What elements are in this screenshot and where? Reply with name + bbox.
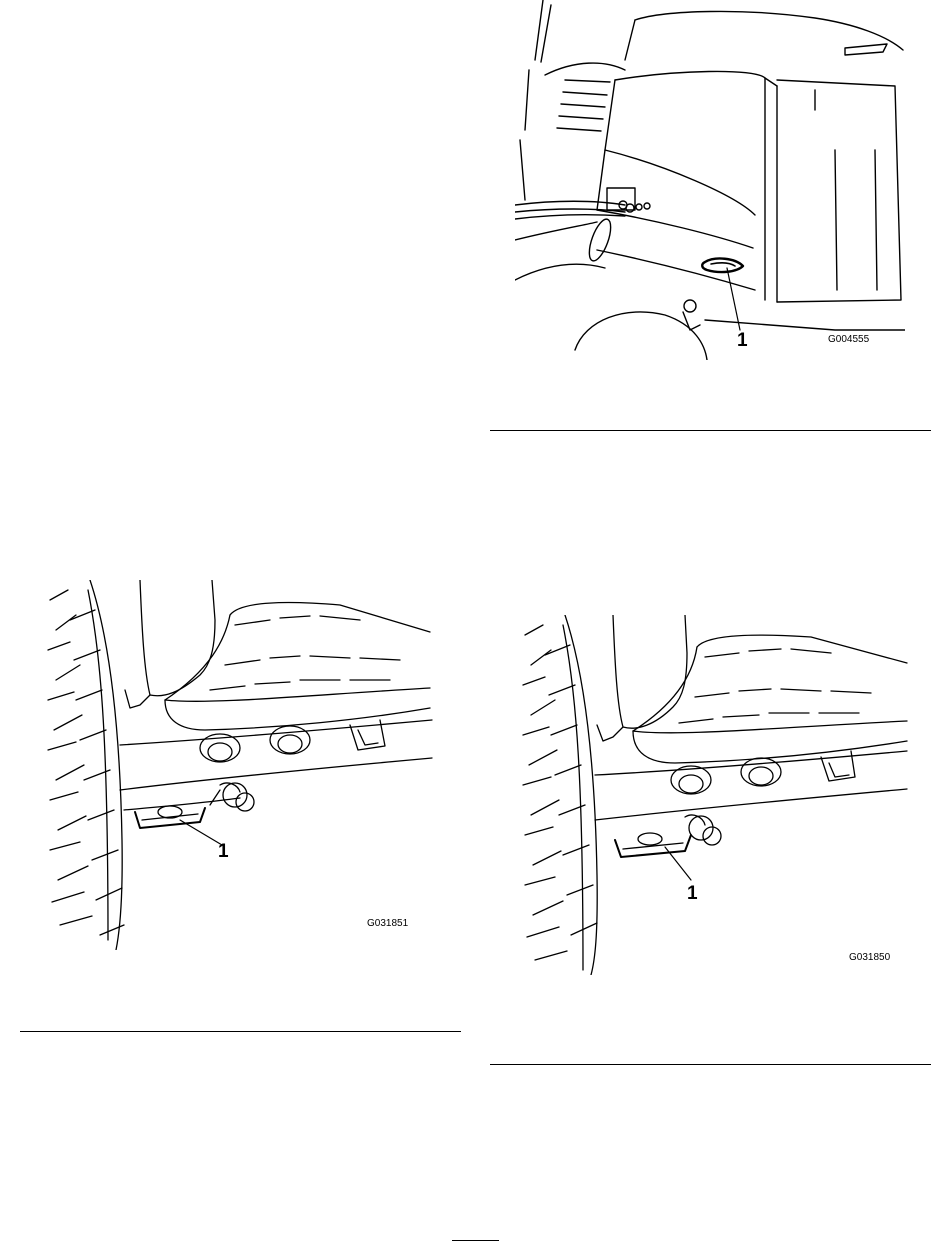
callout-number: 1 — [737, 330, 748, 351]
figure-id: G031851 — [367, 918, 409, 929]
callout-number: 1 — [218, 841, 229, 862]
section-divider — [490, 1064, 931, 1065]
figure-bottom-left — [40, 580, 440, 950]
tractor-rear-hitch-illustration — [515, 0, 905, 360]
figure-id: G031850 — [849, 952, 891, 963]
section-divider — [490, 430, 931, 431]
tire-and-footstep-latch-illustration — [40, 580, 440, 950]
page-footer-line — [452, 1240, 499, 1241]
figure-top-right — [515, 0, 905, 360]
figure-id: G004555 — [828, 334, 870, 345]
tire-and-footstep-latch-illustration — [515, 615, 915, 975]
callout-number: 1 — [687, 883, 698, 904]
section-divider — [20, 1031, 461, 1032]
figure-bottom-right — [515, 615, 915, 975]
